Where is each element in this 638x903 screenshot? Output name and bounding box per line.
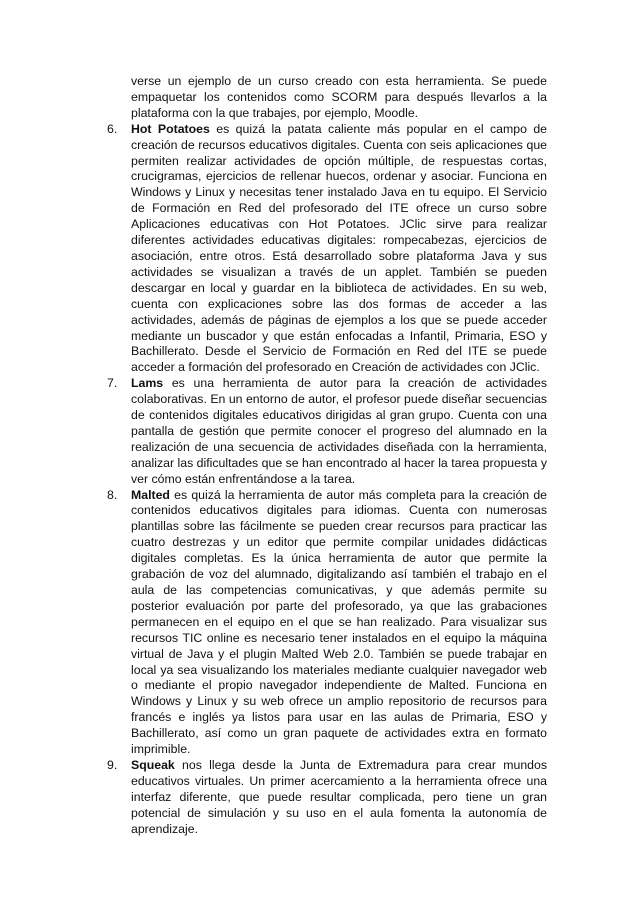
list-item-hot-potatoes	[107, 122, 547, 377]
list-number: 7.	[107, 376, 118, 391]
item-paragraph	[131, 758, 547, 838]
list-item-squeak	[107, 758, 547, 838]
list-item-lams	[107, 376, 547, 487]
list-item-malted	[107, 488, 547, 758]
item-text: nos llega desde la Junta de Extremadura para crear mundos educativos virtuales. Un primer acercamiento a la herramienta ofrece una interfaz diferente, que puede resultar complicada, pero tiene un gran potencial de simulación y su uso en el aula fomenta la autonomía de aprendizaje.	[131, 757, 547, 836]
item-paragraph	[131, 376, 547, 487]
list-number: 8.	[107, 487, 118, 502]
item-paragraph	[131, 122, 547, 377]
tool-name-lams: Lams	[131, 376, 164, 391]
list-number: 6.	[107, 121, 118, 136]
tool-name-malted: Malted	[131, 487, 170, 502]
item-paragraph	[131, 488, 547, 758]
tool-name-squeak: Squeak	[131, 757, 175, 772]
page-content	[107, 74, 547, 838]
tool-name-hot-potatoes: Hot Potatoes	[131, 121, 210, 136]
item-text: es quizá la herramienta de autor más completa para la creación de contenidos educativos digitales para idiomas. Cuenta con numerosas plantillas sobre las fácilmente se pueden crear recursos para practicar las cuatro destrezas y un editor que permite compilar unidades didácticas digitales completas. Es la única herramienta de autor que permite la grabación de voz del alumnado, digitalizando así también el trabajo en el aula de las competencias comunicativas, y que además permite su posterior evaluación por parte del profesorado, ya que las grabaciones permanecen en el equipo en el que se han realizado. Para visualizar sus recursos TIC online es necesario tener instalados en el equipo la máquina virtual de Java y el plugin Malted Web 2.0. También se puede trabajar en local ya sea visualizando los materiales mediante cualquier navegador web o mediante el propio navegador independiente de Malted. Funciona en Windows y Linux y su web ofrece un amplio repositorio de recursos para francés e inglés ya listos para usar en las aulas de Primaria, ESO y Bachillerato, así como un gran paquete de actividades extra en formato imprimible.	[131, 487, 547, 757]
list-number: 9.	[107, 757, 118, 772]
item-text: es una herramienta de autor para la creación de actividades colaborativas. En un entorno de autor, el profesor puede diseñar secuencias de contenidos digitales educativos dirigidas al gran grupo. Cuenta con una pantalla de gestión que permite conocer el progreso del alumnado en la realización de una secuencia de actividades diseñada con la herramienta, analizar las dificultades que se han encontrado al hacer la tarea propuesta y ver cómo están enfrentándose a la tarea.	[131, 376, 547, 486]
item-text: es quizá la patata caliente más popular en el campo de creación de recursos educativos digitales. Cuenta con seis aplicaciones que permiten realizar actividades de opción múltiple, de respuestas cortas, crucigramas, ejercicios de rellenar huecos, ordenar y asociar. Funciona en Windows y Linux y necesitas tener instalado Java en tu equipo. El Servicio de Formación en Red del profesorado del ITE ofrece un curso sobre Aplicaciones educativas con Hot Potatoes. JClic sirve para realizar diferentes actividades educativas digitales: rompecabezas, ejercicios de asociación, entre otros. Está desarrollado sobre plataforma Java y sus actividades se visualizan a través de un applet. También se pueden descargar en local y guardar en la biblioteca de actividades. En su web, cuenta con explicaciones sobre las dos formas de acceder a las actividades, además de páginas de ejemplos a los que se puede acceder mediante un buscador y que están enfocadas a Infantil, Primaria, ESO y Bachillerato. Desde el Servicio de Formación en Red del ITE se puede acceder a formación del profesorado en Creación de actividades con JClic.	[131, 121, 547, 375]
continuation-paragraph: verse un ejemplo de un curso creado con esta herramienta. Se puede empaquetar los contenidos como SCORM para después llevarlos a la plataforma con la que trabajes, por ejemplo, Moodle.	[131, 74, 547, 120]
